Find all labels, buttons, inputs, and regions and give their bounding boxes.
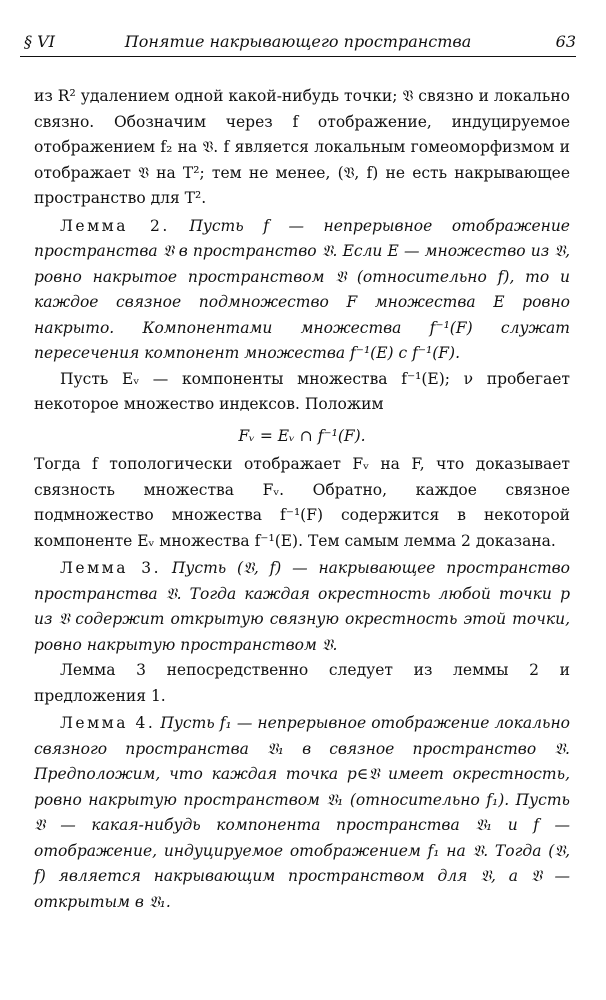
lemma-2-statement: Пусть f — непрерывное отображение пространства 𝔙 в пространство 𝔙. Если E — множество из 𝔙, ровно накрытое пространством 𝔙 (относительно f), то и каждое связное подмножество F множества E ровно накрыто. Компонентами множества f⁻¹(F) служат пересечения компонент множества f⁻¹(E) с f⁻¹(F). (34, 216, 570, 362)
lemma-2-label: Лемма 2. (60, 216, 170, 235)
lemma-4-statement: Пусть f₁ — непрерывное отображение локально связного пространства 𝔙₁ в связное пространство 𝔙. Предположим, что каждая точка p∈𝔙 имеет окрестность, ровно накрытую пространством 𝔙₁ (относительно f₁). Пусть 𝔙 — какая-нибудь компонента пространства 𝔙₁ и f — отображение, индуцируемое отображением f₁ на 𝔙. Тогда (𝔙, f) является накрывающим пространством для 𝔙, а 𝔙 — открытым в 𝔙₁. (34, 714, 570, 911)
page-number: 63 (555, 32, 576, 51)
lemma-3-statement: Пусть (𝔙, f) — накрывающее пространство пространства 𝔙. Тогда каждая окрестность любой точки p из 𝔙 содержит открытую связную окрестность этой точки, ровно накрытую пространством 𝔙. (34, 559, 570, 654)
running-header (20, 30, 576, 57)
lemma-3-remark: Лемма 3 непосредственно следует из леммы 2 и предложения 1. (34, 661, 570, 705)
proof-paragraph: Пусть Eᵥ — компоненты множества f⁻¹(E); ν пробегает некоторое множество индексов. Положим (34, 369, 570, 413)
lemma-3 (34, 556, 570, 658)
lemma-3-label: Лемма 3. (60, 559, 162, 577)
lemma-4 (34, 711, 570, 915)
lemma-4-label: Лемма 4. (60, 714, 156, 732)
proof-paragraph-end: Тогда f топологически отображает Fᵥ на F, что доказывает связность множества Fᵥ. Обратно, каждое связное подмножество множества f⁻¹(F) содержится в некоторой компоненте Eᵥ множества f⁻¹(E). Тем самым лемма 2 доказана. (34, 455, 570, 550)
display-formula: Fᵥ = Eᵥ ∩ f⁻¹(F). (238, 426, 366, 445)
page-body (34, 84, 570, 915)
lemma-2 (34, 214, 570, 367)
running-title: Понятие накрывающего пространства (124, 32, 472, 51)
paragraph-continuation: из R² удалением одной какой-нибудь точки; 𝔙 связно и локально связно. Обозначим через f отображение, индуцируемое отображением f₂ на 𝔙. f является локальным гомеоморфизмом и отображает 𝔙 на T²; тем не менее, (𝔙, f) не есть накрывающее пространство для T². (34, 87, 570, 207)
section-number: § VI (24, 32, 55, 51)
